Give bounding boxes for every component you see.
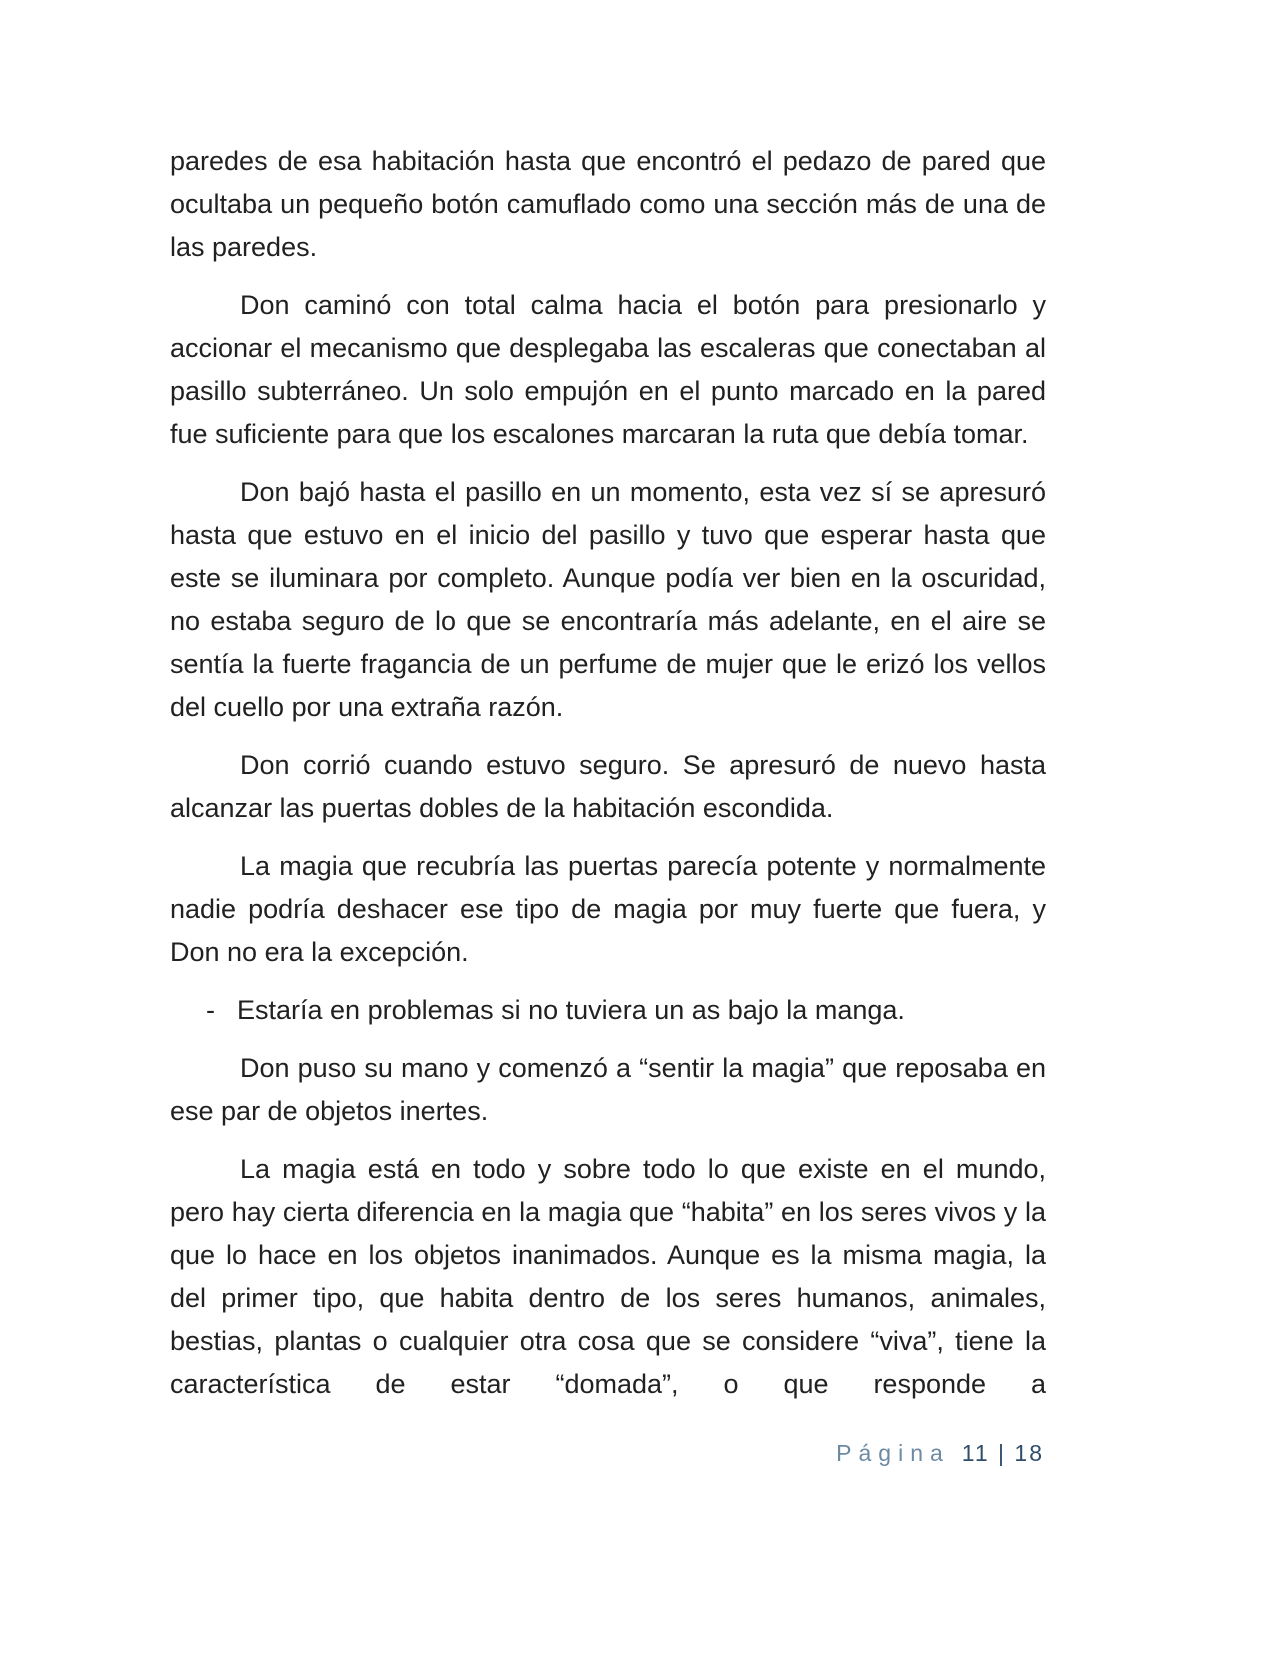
paragraph: Don caminó con total calma hacia el botón para presionarlo y accionar el mecanismo que desplegaba las escaleras que conectaban al pasillo subterráneo. Un solo empujón en el punto marcado en la pared fue suficiente para que los escalones marcaran la ruta que debía tomar. (170, 290, 1046, 449)
footer-page-number: 11 | 18 (961, 1440, 1044, 1466)
dialogue-dash: - (206, 995, 215, 1025)
dialogue-line (206, 989, 1046, 1032)
paragraph: paredes de esa habitación hasta que encontró el pedazo de pared que ocultaba un pequeño botón camuflado como una sección más de una de las paredes. (170, 146, 1046, 262)
paragraph: Don bajó hasta el pasillo en un momento, esta vez sí se apresuró hasta que estuvo en el inicio del pasillo y tuvo que esperar hasta que este se iluminara por completo. Aunque podía ver bien en la oscuridad, no estaba seguro de lo que se encontraría más adelante, en el aire se sentía la fuerte fragancia de un perfume de mujer que le erizó los vellos del cuello por una extraña razón. (170, 477, 1046, 722)
dialogue-text: Estaría en problemas si no tuviera un as bajo la manga. (237, 995, 905, 1025)
paragraph: Don corrió cuando estuvo seguro. Se apresuró de nuevo hasta alcanzar las puertas dobles de la habitación escondida. (170, 750, 1046, 823)
paragraph: La magia que recubría las puertas parecía potente y normalmente nadie podría deshacer ese tipo de magia por muy fuerte que fuera, y Don no era la excepción. (170, 851, 1046, 967)
paragraph: La magia está en todo y sobre todo lo que existe en el mundo, pero hay cierta diferencia en la magia que “habita” en los seres vivos y la que lo hace en los objetos inanimados. Aunque es la misma magia, la del primer tipo, que habita dentro de los seres humanos, animales, bestias, plantas o cualquier otra cosa que se considere “viva”, tiene la característica de estar “domada”, o que responde a (170, 1154, 1046, 1399)
footer-page-label: Página (836, 1440, 950, 1466)
page-body-text (170, 140, 1046, 1421)
paragraph: Don puso su mano y comenzó a “sentir la magia” que reposaba en ese par de objetos inertes. (170, 1053, 1046, 1126)
page-footer (836, 1440, 1044, 1467)
